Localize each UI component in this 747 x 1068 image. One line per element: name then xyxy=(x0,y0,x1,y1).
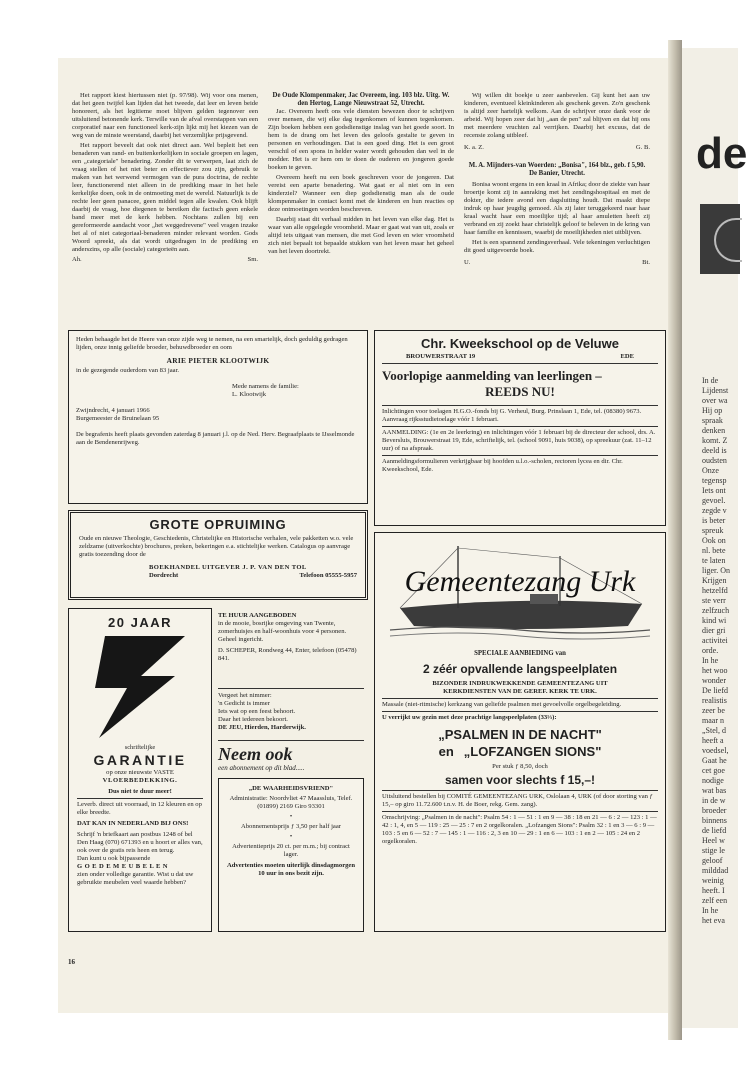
waarheidsvriend-admin: Administratie: Noordvliet 47 Maassluis, Telef. (01899) 2169 Giro 93301 xyxy=(229,795,353,810)
urk-massale: Massale (niet-ritmische) kerkzang van geliefde psalmen met gevoelvolle orgelbegeleiding. xyxy=(382,701,622,708)
right-page-line: zelf een xyxy=(702,896,728,905)
kweekschool-info-1: Inlichtingen voor toelagen H.G.O.-fonds bij G. Verheul, Burg. Prinslaan 1, Ede, tel. (08380) 9673. xyxy=(382,408,642,415)
klompenmaker-review xyxy=(268,92,454,258)
klompenmaker-paragraph-1: Jac. Overeem heeft ons vele diensten bewezen door te schrijven over mensen, die wij elke dag tegenkomen of kunnen tegenkomen. Zijn boeken hebben een godsdienstige inslag van het goede soort. In hem is de drang om het leven des geloofs gestalte te geven in personen en verhoudingen. Dat is een goed ding. Het is een groot verschil of een spons in helder water wordt gehouden dan wel in de modder. Het is er hem om te doen de ouderen en jongeren goede boeken te geven. xyxy=(268,108,454,171)
opruiming-phone: Telefoon 05555-5957 xyxy=(299,572,357,579)
right-page-line: Krijgen xyxy=(702,576,727,585)
opruiming-ad xyxy=(68,510,368,600)
waarheidsvriend-box xyxy=(218,778,364,932)
urk-sub-2: KERKDIENSTEN VAN DE GEREF. KERK TE URK. xyxy=(443,688,597,695)
book-spine xyxy=(668,40,682,1040)
garantie-ad xyxy=(68,608,212,932)
death-place-2: Burgemeester de Bruinelaan 95 xyxy=(76,415,160,422)
urk-order: Uitsluitend bestellen bij COMITÉ GEMEENTEZANG URK, Oslolaan 4, URK (of door storting van ƒ 15,– op giro 11.72.600 t.n.v. H. de Boer, rekg. Gem. zang). xyxy=(382,793,653,808)
garantie-p2: DAT KAN IN NEDERLAND BIJ ONS! xyxy=(77,820,189,827)
right-page-line: orde. xyxy=(702,646,719,655)
right-page-line: Onze xyxy=(702,466,719,475)
right-page-line: zegde v xyxy=(702,506,727,515)
right-page-line: zeer be xyxy=(702,706,725,715)
right-page-line: de liefd xyxy=(702,826,727,835)
opruiming-title: GROTE OPRUIMING xyxy=(149,517,287,532)
garantie-p3: Schrijf 'n briefkaart aan postbus 1248 of bel Den Haag (070) 671393 en u hoort er alles van, ook over de gratis reis heen en terug. xyxy=(77,831,203,854)
death-notice xyxy=(68,330,368,504)
opruiming-city: Dordrecht xyxy=(149,572,179,579)
bonisa-review xyxy=(464,92,650,267)
rapport-article xyxy=(72,92,258,264)
garantie-line-1: op onze nieuwste VASTE xyxy=(106,769,174,776)
vergeet-ad xyxy=(218,692,364,732)
divider xyxy=(382,698,658,699)
review-closing-paragraph: Wij willen dit boekje u zeer aanbevelen. Gij kunt het aan uw kinderen, eventueel kleinkinderen als geschenk geven. Zo'n geschenk is altijd zeer hartelijk welkom. Aan de schrijver onze dank voor de arbeid. Wij hopen zeer dat hij „aan de pen" zal blijven en dat hij ons met meerdere vruchten zal verrijken. Daarbij het excuus, dat de recensie zolang uitbleef. xyxy=(464,92,650,139)
signature-left: K. a. Z. xyxy=(464,144,484,151)
right-page-line: spraak xyxy=(702,416,723,425)
garantie-cheap: Dus niet te duur meer! xyxy=(108,788,172,795)
right-page-line: spreuk xyxy=(702,526,724,535)
klompenmaker-paragraph-2: Overeem heeft nu een boek geschreven voor de jongeren. Dat vereist een aparte benadering. Wat gaat er al niet om in een kinderziel? Wanneer een diep godsdienstig man als de oude klompenmaker in contact komt met de kinderen en hun reacties op deze ontmoetingen worden beschreven. xyxy=(268,174,454,213)
review-signature-2 xyxy=(464,259,650,267)
death-place-1: Zwijndrecht, 4 januari 1966 xyxy=(76,407,150,414)
divider xyxy=(382,426,658,427)
divider xyxy=(382,363,658,364)
rapport-paragraph-1: Het rapport kiest hiertussen niet (p. 97/98). Wij voor ons menen, dat het geen twijfel kan lijden dat het tweede, dat leer en leven beide honoreert, als het legitieme moet blijven gelden tegenover een uitsluitend betonende kerk. Terwille van de afval overstappen van een corporatief naar een functioneel kerk-zijn lijkt mij het kiezen van de weg van de minste weerstand, daarbij het verzemlijke prijsgevend. xyxy=(72,92,258,139)
right-page-big-heading: de xyxy=(696,129,747,178)
bonisa-paragraph-1: Bonisa woont ergens in een kraal in Afrika; door de ziekte van haar broertje komt zij in aanraking met het zendingshospitaal en met de dokter, die iedere avond een dagsluiting houdt. Dat maakt diepe indruk op haar jeugdig gemoed. Als zij later teruggekeerd naar haar kraal wacht haar een moeilijke tijd; al haar amuletten heeft zij verbrand en zij zoekt haar christelijk geloof te beleven in de kring van haar familie en kennissen, waarbij de moeilijkheden niet uitblijven. xyxy=(464,181,650,236)
opruiming-body: Oude en nieuwe Theologie, Geschiedenis, Christelijke en Historische verhalen, vele pakketten w.o. vele zeldzame (uitverkochte) brochures, preken, bekeringen e.a. stichtelijke werken. Catalogus op aanvrage gratis toezending door de xyxy=(79,535,354,558)
urk-title-2: „LOFZANGEN SIONS" xyxy=(463,744,602,759)
waarheidsvriend-deadline: Advertenties moeten uiterlijk dinsdagmorgen 10 uur in ons bezit zijn. xyxy=(227,862,356,877)
signature-left: Ah. xyxy=(72,256,82,263)
right-page-line: Hij op xyxy=(702,406,723,415)
burial-info: De begrafenis heeft plaats gevonden zaterdag 8 januari j.l. op de Ned. Herv. Begraafplaats te IJsselmonde aan de Bendenenrijweg. xyxy=(76,431,355,446)
urk-logo-text: Gemeentezang Urk xyxy=(404,565,636,598)
right-page-line: voedsel, xyxy=(702,746,729,755)
waarheidsvriend-title: „DE WAARHEIDSVRIEND" xyxy=(248,785,334,792)
garantie-p5: G O E D E M E U B E L E N xyxy=(77,863,168,870)
right-page-line: is beter xyxy=(702,516,726,525)
right-page-line: De liefd xyxy=(702,686,728,695)
right-page-line: Gaat he xyxy=(702,756,727,765)
urk-logo xyxy=(380,538,660,646)
urk-records: 2 zéér opvallende langspeelplaten xyxy=(422,662,618,676)
garantie-p6: zien onder volledige garantie. Wist u dat uw gebruikte meubelen veel waarde hebben? xyxy=(77,871,194,886)
right-page-line: het eva xyxy=(702,916,725,925)
divider xyxy=(382,790,658,791)
lightning-bolt-icon xyxy=(77,632,203,742)
right-page-line: te laten xyxy=(702,556,726,565)
right-page-line: ste verr xyxy=(702,596,726,605)
kweekschool-street: BROUWERSTRAAT 19 xyxy=(406,353,476,360)
opruiming-contact xyxy=(149,572,357,580)
right-page-line: nl. bete xyxy=(702,546,726,555)
right-page-line: dier gri xyxy=(702,626,726,635)
reeds-nu: REEDS NU! xyxy=(485,384,555,399)
divider xyxy=(77,798,203,799)
urk-per-stuk: Per stuk ƒ 8,50, doch xyxy=(492,763,548,770)
right-page-line: gevoel. xyxy=(702,496,726,505)
signature-left: U. xyxy=(464,259,471,266)
right-facing-page xyxy=(682,48,747,1028)
right-page-line: tegensp xyxy=(702,476,727,485)
vergeet-line-2: 'n Gedicht is immer xyxy=(218,700,270,707)
right-page-line: zelfzuch xyxy=(702,606,730,615)
right-page-line: wonder xyxy=(702,676,726,685)
te-huur-ad xyxy=(218,612,364,663)
right-page-line: weinig xyxy=(702,876,724,885)
right-page-line: denken xyxy=(702,426,726,435)
right-page-line: heeft a xyxy=(702,736,724,745)
right-page-line: Lijdenst xyxy=(702,386,729,395)
signature-right: Sm. xyxy=(247,256,258,263)
right-page-line: activitei xyxy=(702,636,728,645)
kweekschool-ad xyxy=(374,330,666,526)
rapport-signature xyxy=(72,256,258,264)
waarheidsvriend-abonnement: Abonnementsprijs ƒ 3,50 per half jaar xyxy=(241,823,341,830)
kweekschool-info-2: AANMELDING: (1e en 2e leerkring) en inlichtingen vóór 1 februari bij de directeur der school, drs. A. Beversluis, Brouwerstraat 19, Ede, schriftelijk, tel. (school 9091, huis 9038), op spreekuur (zat. 11–12 uur) of na afspraak. xyxy=(382,429,656,452)
vergeet-line-4: Daar het iedereen bekoort. xyxy=(218,716,288,723)
te-huur-body: in de mooie, bosrijke omgeving van Twente, zomerhuisjes en half-woonhuis voor 4 personen. Geheel ingericht. xyxy=(218,620,347,643)
vergeet-line-5: DE JEU, Hierden, Harderwijk. xyxy=(218,724,306,731)
divider xyxy=(218,688,364,689)
urk-omschrijving: Omschrijving: „Psalmen in de nacht": Psalm 54 : 1 — 51 : 1 en 9 — 38 : 18 en 21 — 6 : 2 — 123 : 1 — 42 : 1, 4, en 5 — 119 : 25 — 25 : 7 en 2 orgelkoralen. „Lofzangen Sions": Psalm 32 : 1 en 3 — 6 : 9 — 103 : 5 en 6 — 52 : 7 — 145 : 1 — 116 : 2, 3 en 10 — 29 : 1 en 6 — 103 : 1 en 2 — 105 : 24 en 2 orgelkoralen. xyxy=(382,814,657,845)
signature-right: Bt. xyxy=(642,259,650,266)
deceased-name: ARIE PIETER KLOOTWIJK xyxy=(166,356,270,365)
opruiming-firm: BOEKHANDEL UITGEVER J. P. VAN DEN TOL xyxy=(149,564,307,571)
te-huur-title: TE HUUR AANGEBODEN xyxy=(218,612,297,619)
aanmelding-heading: Voorlopige aanmelding van leerlingen – xyxy=(382,368,602,383)
family-line-2: L. Klootwijk xyxy=(232,391,267,398)
right-page-line: milddad xyxy=(702,866,729,875)
garantie-p4: Dan kunt u ook bijpassende xyxy=(77,855,151,862)
divider xyxy=(382,405,658,406)
vergeet-line-1: Vergeet het nimmer: xyxy=(218,692,272,699)
bonisa-paragraph-2: Het is een spannend zendingsverhaal. Vele tekeningen verluchtigen dit goed uitgevoerde boek. xyxy=(464,239,650,254)
right-page-line: realistis xyxy=(702,696,727,705)
kweekschool-address xyxy=(382,353,658,361)
right-page-line: in de w xyxy=(702,796,726,805)
right-page-line: deeld is xyxy=(702,446,727,455)
neem-ook-sub: een abonnement op dit blad..... xyxy=(218,764,305,772)
right-page-line: oudsten xyxy=(702,456,727,465)
bullet: • xyxy=(289,813,293,820)
right-page-text-column xyxy=(702,376,730,926)
right-page-line: In he xyxy=(702,906,719,915)
kweekschool-city: EDE xyxy=(620,353,634,360)
divider xyxy=(218,740,364,741)
garantie-schriftelijke: schriftelijke xyxy=(124,744,156,751)
right-page-line: binnens xyxy=(702,816,727,825)
waarheidsvriend-advertentieprijs: Advertentieprijs 20 ct. per m.m.; bij contract lager. xyxy=(232,843,350,858)
garantie-line-2: VLOERBEDEKKING. xyxy=(102,777,178,784)
right-page-line: Iets ont xyxy=(702,486,726,495)
urk-en: en xyxy=(438,744,454,759)
right-page-line: stige le xyxy=(702,846,725,855)
vergeet-line-3: Iets wat op een feest behoort. xyxy=(218,708,296,715)
neem-ook-title: Neem ook xyxy=(218,744,293,764)
family-line-1: Mede namens de familie: xyxy=(232,383,299,390)
right-page-line: „Stel, d xyxy=(702,726,726,735)
right-page-line: In de xyxy=(702,376,719,385)
urk-title-1: „PSALMEN IN DE NACHT" xyxy=(438,727,602,742)
klompenmaker-heading: De Oude Klompenmaker, Jac Overeem, ing. 103 blz. Uitg. W. den Hertog, Lange Nieuwstraat 52, Utrecht. xyxy=(272,92,450,107)
divider xyxy=(382,811,658,812)
bullet: • xyxy=(289,833,293,840)
rapport-paragraph-2: Het rapport beveelt dat ook niet direct aan. Wel bepleit het een benaderen van rand- en buitenkerkelijken in sociale groepen en lagen, een „categoriale" benadering. Zonder dit te verwerpen, laat zich de vraag stellen of het niet beter en effectiever zou zijn, gebruik te maken van het werwend vermogen van de pura doctrina, de rechte leer, functionerend niet alleen in de prediking maar in het hele kerkelijke doen, ook in de ontmoeting met de wereld. Natuurlijk is de rechte leer geen panacee, geen middel tegen alle kwalen. Ook blijft daarbij de vraag, hoe diegenen te bereiken die factisch geen enkele band meer met de kerk hebben. Nochtans zullen bij een gereformeerde aandacht voor „het weggedrevene" veel vragen inzake het al of niet categoriaal-benaderen minder relevant worden. Gods Woord spreekt, als dat wordt uitgedragen in de prediking en anderszins, op alle (sociale) categorieën aan. xyxy=(72,142,258,253)
right-page-line: broeder xyxy=(702,806,727,815)
right-page-line: liger. On xyxy=(702,566,730,575)
garantie-title: GARANTIE xyxy=(93,752,187,768)
right-page-line: over wa xyxy=(702,396,728,405)
right-page-line: hetzelfd xyxy=(702,586,728,595)
right-page-line: heeft. I xyxy=(702,886,725,895)
right-page-line: wat bas xyxy=(702,786,727,795)
te-huur-contact: D. SCHEPER, Rondweg 44, Enter, telefoon (05478) 841. xyxy=(218,647,357,662)
urk-title-2-line xyxy=(382,743,658,760)
urk-special: SPECIALE AANBIEDING van xyxy=(474,650,566,657)
urk-ad xyxy=(374,532,666,932)
right-page-line: komt. Z xyxy=(702,436,728,445)
right-page-dark-banner xyxy=(700,204,740,274)
urk-sub-1: BIZONDER INDRUKWEKKENDE GEMEENTEZANG UIT xyxy=(432,680,608,687)
kweekschool-title: Chr. Kweekschool op de Veluwe xyxy=(421,336,619,351)
urk-verrijkt: U verrijkt uw gezin met deze prachtige langspeelplaten (33⅓): xyxy=(382,714,557,721)
urk-price: samen voor slechts f 15,–! xyxy=(444,773,596,787)
right-page-line: maar n xyxy=(702,716,724,725)
death-age: in de gezegende ouderdom van 83 jaar. xyxy=(76,367,180,374)
garantie-years: 20 JAAR xyxy=(108,615,172,630)
kweekschool-info-3: Aanmeldingsformulieren verkrijgbaar bij hoofden u.l.o.-scholen, rectoren lycea en dir. Chr. Kweekschool, Ede. xyxy=(382,458,623,473)
right-page-line: geloof xyxy=(702,856,723,865)
death-intro: Heden behaagde het de Heere van onze zijde weg te nemen, na een smartelijk, doch geduldig gedragen lijden, onze innig geliefde broeder, behuwdbroeder en oom xyxy=(76,336,348,351)
bonisa-heading: M. A. Mijnders-van Woerden: „Bonisa", 164 blz., geb. f 5,90. De Banier, Utrecht. xyxy=(468,162,646,177)
right-page-line: In he xyxy=(702,656,719,665)
signature-right: G. B. xyxy=(635,144,650,151)
klompenmaker-paragraph-3: Daarbij staat dit verhaal midden in het leven van elke dag. Het is waar van alle opgelegde vroomheid. Maar er gaat wat van uit, zoals er altijd iets uitgaat van mensen, die met God leven en wier vroomheid zich niet bepaalt tot bepaalde stukken van het leven maar het geheel van het leven doortrekt. xyxy=(268,216,454,255)
page-number: 16 xyxy=(68,958,75,966)
kweekschool-info-1b: Aanvraag rijksstudietoelage vóór 1 februari. xyxy=(382,416,499,423)
right-page-line: kind wi xyxy=(702,616,727,625)
divider xyxy=(382,711,658,712)
review-signature-1 xyxy=(464,144,650,152)
neem-ook-ad xyxy=(218,744,364,773)
right-page-line: het woo xyxy=(702,666,728,675)
right-page-line: cet goe xyxy=(702,766,725,775)
right-page-line: Heel w xyxy=(702,836,725,845)
right-page-line: nodige xyxy=(702,776,724,785)
divider xyxy=(382,455,658,456)
garantie-p1: Leverb. direct uit voorraad, in 12 kleuren en op elke breedte. xyxy=(77,801,202,816)
right-page-line: Ook on xyxy=(702,536,726,545)
